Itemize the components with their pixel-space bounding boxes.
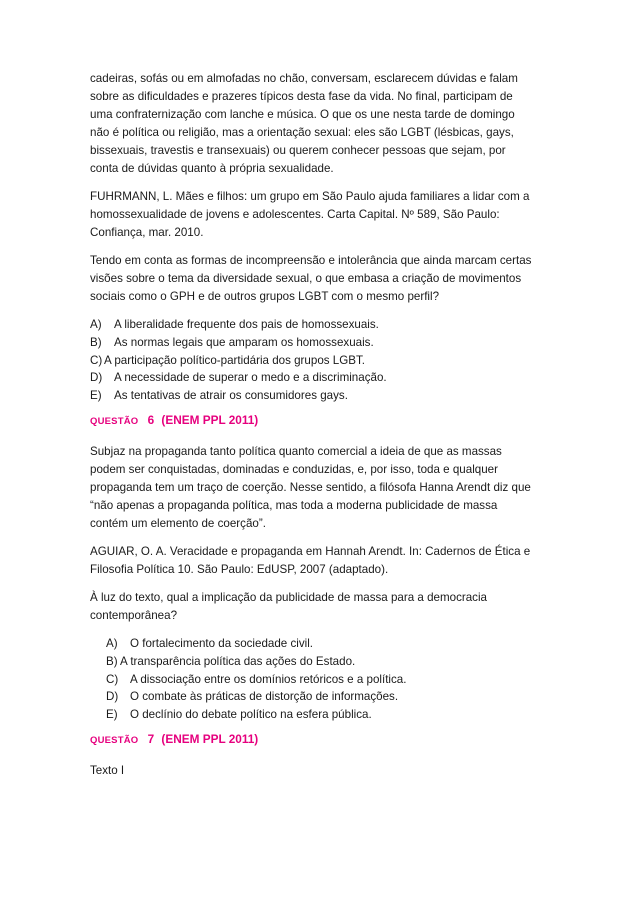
option-text: A transparência política das ações do Estado.	[120, 654, 356, 668]
text-line: Subjaz na propaganda tanto política quanto comercial a ideia de que as massas	[90, 444, 502, 458]
texto-heading: Texto I	[90, 763, 125, 777]
option-d	[106, 688, 560, 706]
question-6-text	[90, 443, 560, 533]
paragraph-line: bissexuais, travestis e transexuais) ou querem conhecer pessoas que sejam, por	[90, 144, 506, 157]
option-b	[106, 653, 560, 671]
option-text: As normas legais que amparam os homossexuais.	[114, 335, 374, 349]
question-source: (ENEM PPL 2011)	[161, 731, 259, 746]
prompt-line: sociais como o GPH e de outros grupos LGBT com o mesmo perfil?	[90, 290, 440, 303]
option-text: A necessidade de superar o medo e a discriminação.	[114, 371, 387, 385]
question-label: QUESTÃO	[90, 415, 139, 427]
reference-citation-2	[90, 543, 560, 579]
option-c	[90, 352, 560, 370]
option-letter: D)	[106, 690, 119, 704]
prompt-line: contemporânea?	[90, 608, 178, 622]
question-6-prompt	[90, 589, 560, 625]
texto-label	[90, 762, 560, 780]
text-line: podem ser conquistadas, dominadas e conduzidas, e, por isso, toda e qualquer	[90, 462, 498, 476]
text-line: “não apenas a propaganda política, mas toda a moderna publicidade de massa	[90, 498, 498, 512]
question-6-options	[90, 635, 560, 724]
option-b	[90, 334, 560, 352]
text-line: propaganda tem um traço de coerção. Nesse sentido, a filósofa Hanna Arendt diz que	[90, 480, 531, 494]
option-letter: A)	[90, 318, 102, 331]
option-text: A participação político-partidária dos grupos LGBT.	[104, 353, 365, 367]
citation-line: AGUIAR, O. A. Veracidade e propaganda em Hannah Arendt. In: Cadernos de Ética e	[90, 544, 531, 558]
option-text: As tentativas de atrair os consumidores gays.	[114, 389, 348, 403]
question-6-header	[90, 411, 560, 431]
option-a	[90, 316, 560, 334]
option-e	[106, 706, 560, 724]
option-d	[90, 369, 560, 387]
option-letter: B)	[90, 335, 102, 349]
question-label: QUESTÃO	[90, 734, 139, 746]
reference-citation-1	[90, 188, 560, 242]
question-number: 7	[147, 731, 155, 746]
prompt-line: visões sobre o tema da diversidade sexual, o que embasa a criação de movimentos	[90, 272, 522, 285]
option-text: A liberalidade frequente dos pais de homossexuais.	[114, 318, 379, 331]
option-text: O declínio do debate político na esfera pública.	[130, 708, 372, 722]
option-letter: B)	[106, 654, 118, 668]
option-c	[106, 671, 560, 689]
option-letter: C)	[90, 353, 103, 367]
citation-line: FUHRMANN, L. Mães e filhos: um grupo em São Paulo ajuda familiares a lidar com a	[90, 190, 530, 203]
prompt-line: À luz do texto, qual a implicação da publicidade de massa para a democracia	[90, 590, 487, 604]
option-a	[106, 635, 560, 653]
text-line: contém um elemento de coerção”.	[90, 516, 266, 530]
paragraph-line: cadeiras, sofás ou em almofadas no chão, conversam, esclarecem dúvidas e falam	[90, 72, 518, 85]
citation-line: Confiança, mar. 2010.	[90, 226, 204, 239]
option-letter: D)	[90, 371, 103, 385]
option-letter: A)	[106, 636, 118, 650]
citation-line: homossexualidade de jovens e adolescentes. Carta Capital. Nº 589, São Paulo:	[90, 208, 500, 221]
question-source: (ENEM PPL 2011)	[161, 412, 259, 427]
question-7-header	[90, 730, 560, 750]
option-e	[90, 387, 560, 405]
question-5-options	[90, 316, 560, 405]
option-text: O fortalecimento da sociedade civil.	[130, 636, 314, 650]
option-letter: E)	[106, 708, 118, 722]
option-text: A dissociação entre os domínios retóricos e a política.	[130, 672, 407, 686]
option-letter: E)	[90, 389, 102, 403]
question-number: 6	[147, 412, 155, 427]
prompt-line: Tendo em conta as formas de incompreensão e intolerância que ainda marcam certas	[90, 254, 532, 267]
paragraph-line: não é política ou religião, mas a orientação sexual: eles são LGBT (lésbicas, gays,	[90, 126, 514, 139]
paragraph-line: sobre as dificuldades e prazeres típicos desta fase da vida. No final, participam de	[90, 90, 513, 103]
document-page	[90, 70, 560, 790]
intro-paragraph	[90, 70, 560, 178]
question-5-prompt	[90, 252, 560, 306]
option-text: O combate às práticas de distorção de informações.	[130, 690, 399, 704]
paragraph-line: uma confraternização com lanche e música. O que os une nesta tarde de domingo	[90, 108, 515, 121]
paragraph-line: conta de dúvidas quanto à própria sexualidade.	[90, 162, 334, 175]
option-letter: C)	[106, 672, 119, 686]
citation-line: Filosofia Política 10. São Paulo: EdUSP, 2007 (adaptado).	[90, 562, 389, 576]
